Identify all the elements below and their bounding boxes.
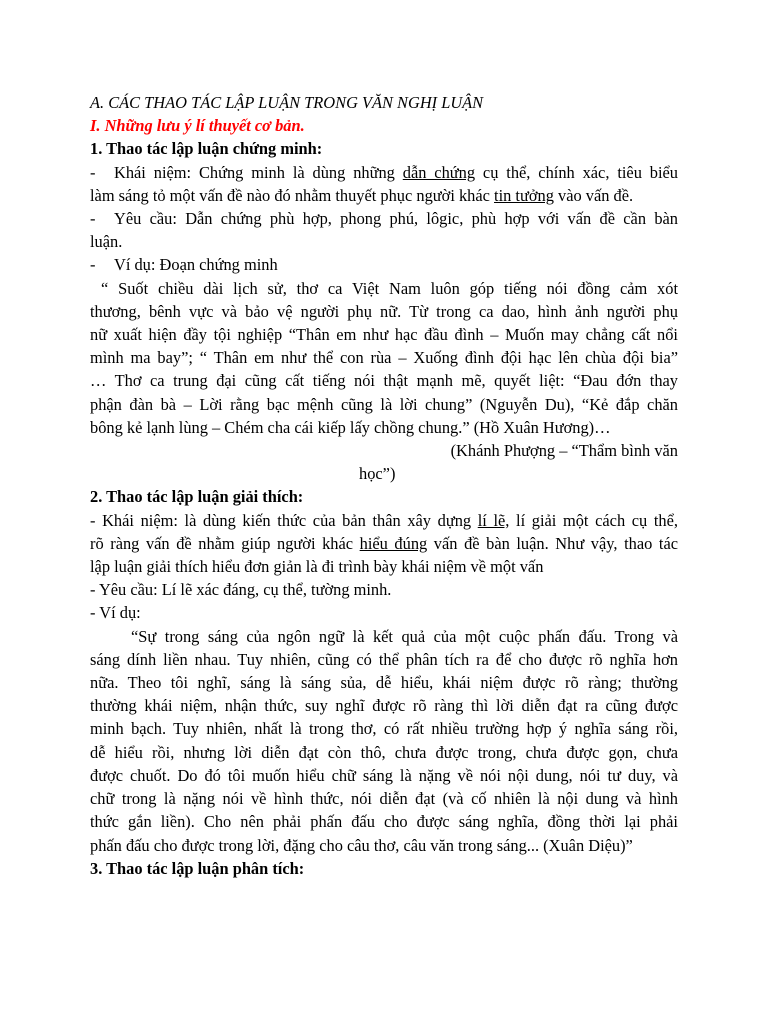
quote-2-line: “Sự trong sáng của ngôn ngữ là kết quả của một cuộc phấn đấu. Trong và — [131, 626, 678, 646]
underlined-term: tin tưởng — [494, 185, 554, 205]
text: Yêu cầu: Dẫn chứng phù hợp, phong phú, lôgic, phù hợp với vấn đề cần bàn — [114, 209, 678, 229]
underlined-term: hiểu đúng — [359, 533, 428, 553]
heading-3: 3. Thao tác lập luận phân tích: — [90, 858, 305, 878]
p2-line-4: - Yêu cầu: Lí lẽ xác đáng, cụ thể, tường minh. — [90, 580, 392, 600]
quote-1-line: thương, bênh vực và bảo vệ người phụ nữ. Từ trong ca dao, hình ảnh người phụ — [90, 301, 678, 321]
underlined-term: lí lẽ, — [477, 510, 510, 530]
quote-2-line: sáng dính liền nhau. Tuy nhiên, cũng có thể phân tích ra để cho được rõ nghĩa hơn — [90, 649, 678, 669]
quote-2-line: dễ hiểu rồi, nhưng lời diễn đạt còn thô, chưa được trong, chưa được gọn, chưa — [90, 742, 678, 762]
p2-line-3: lập luận giải thích hiểu đơn giản là đi trình bày khái niệm về một vấn — [90, 557, 544, 577]
text: rõ ràng vấn đề nhằm giúp người khác — [90, 533, 360, 553]
p1-line-3 — [90, 207, 678, 230]
text: Ví dụ: Đoạn chứng minh — [114, 255, 278, 275]
section-i-heading: I. Những lưu ý lí thuyết cơ bản. — [90, 116, 305, 136]
text: - Khái niệm: là dùng kiến thức của bản thân xây dựng — [90, 510, 478, 530]
p1-line-4: luận. — [90, 232, 123, 252]
quote-2-line: thường khái niệm, nhận thức, suy nghĩ được rõ ràng thì lời diễn đạt ra cũng được — [90, 696, 678, 716]
bullet-dash: - — [90, 255, 96, 275]
p1-line-2 — [90, 184, 678, 207]
section-a-heading: A. CÁC THAO TÁC LẬP LUẬN TRONG VĂN NGHỊ LUẬN — [90, 93, 484, 112]
quote-1-source: (Khánh Phượng – “Thẩm bình văn — [450, 441, 678, 461]
p1-line-5 — [90, 253, 678, 276]
bullet-dash: - — [90, 162, 96, 182]
quote-2-line: nữa. Theo tôi nghĩ, sáng là sáng sủa, dễ hiểu, khái niệm được rõ ràng; thường — [90, 673, 678, 693]
text: vấn đề bàn luận. Như vậy, thao tác — [427, 533, 678, 553]
quote-1-source-cont: học”) — [359, 464, 396, 484]
heading-1: 1. Thao tác lập luận chứng minh: — [90, 139, 323, 159]
bullet-dash: - — [90, 209, 96, 229]
p1-line-1 — [90, 161, 678, 184]
text: vào vấn đề. — [553, 185, 634, 205]
text: cụ thể, chính xác, tiêu biểu — [475, 162, 678, 182]
heading-2: 2. Thao tác lập luận giải thích: — [90, 487, 304, 507]
quote-1-line: … Thơ ca trung đại cũng cất tiếng nói thật mạnh mẽ, quyết liệt: “Đau đớn thay — [90, 371, 678, 391]
quote-2-line: phấn đấu cho được trong lời, đặng cho câu thơ, câu văn trong sáng... (Xuân Diệu)” — [90, 835, 633, 855]
quote-1-line: mình ma bay”; “ Thân em như thể con rùa – Xuống đình đội hạc lên chùa đội bia” — [90, 348, 678, 368]
text: Khái niệm: Chứng minh là dùng những — [114, 162, 403, 182]
quote-2-line: minh bạch. Tuy nhiên, nhất là trong thơ, có rất nhiều trường hợp ý nghĩa sáng rồi, — [90, 719, 678, 739]
p2-line-1 — [90, 509, 678, 532]
quote-2-line: được chuốt. Do đó tôi muốn hiểu chữ sáng là nặng về nói nội dung, nói tư duy, và — [90, 765, 678, 785]
quote-1-line: nữ xuất hiện đầy tội nghiệp “Thân em như hạc đầu đình – Muốn may chẳng cất nổi — [90, 325, 678, 345]
p2-line-2 — [90, 532, 678, 555]
quote-1-line: “ Suốt chiều dài lịch sử, thơ ca Việt Nam luôn góp tiếng nói đồng cảm xót — [101, 278, 678, 298]
underlined-term: dẫn chứng — [402, 162, 476, 182]
text: làm sáng tỏ một vấn đề nào đó nhằm thuyết phục người khác — [90, 185, 495, 205]
quote-2-line: chữ trong là nặng nói về hình thức, nói diễn đạt (và cố nhiên là nội dung và hình — [90, 789, 678, 809]
quote-1-line: phận đàn bà – Lời rằng bạc mệnh cũng là lời chung” (Nguyễn Du), “Kẻ đắp chăn — [90, 394, 678, 414]
p2-line-5: - Ví dụ: — [90, 603, 141, 623]
quote-2-line: thức gắn liền). Cho nên phải phấn đấu cho được sáng nghĩa, đồng thời lại phải — [90, 812, 678, 832]
quote-1-line: bông kẻ lạnh lùng – Chém cha cái kiếp lấy chồng chung.” (Hồ Xuân Hương)… — [90, 417, 611, 437]
text: lí giải một cách cụ thể, — [509, 510, 678, 530]
